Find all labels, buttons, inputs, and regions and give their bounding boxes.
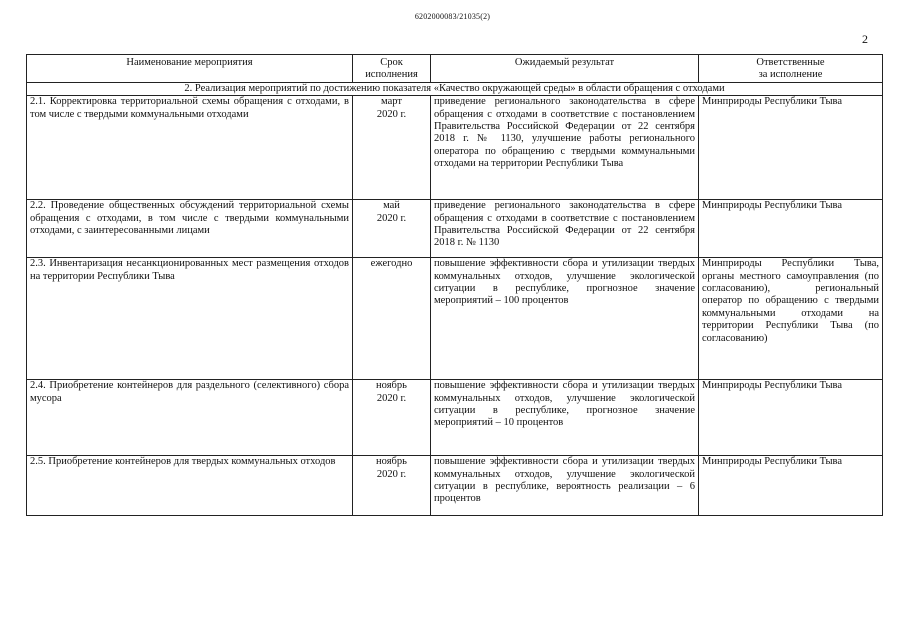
section-title: 2. Реализация мероприятий по достижению показателя «Качество окружающей среды» в области обращения с отходами xyxy=(27,82,883,95)
row-name: 2.5. Приобретение контейнеров для твердых коммунальных отходов xyxy=(27,456,353,516)
section-row xyxy=(27,82,883,95)
row-name: 2.3. Инвентаризация несанкционированных мест размещения отходов на территории Республики Тыва xyxy=(27,258,353,380)
row-result: приведение регионального законодательства в сфере обращения с отходами в соответствие с постановлением Правительства Российской Федерации от 22 сентября 2018 г. № 1130 xyxy=(431,200,699,258)
row-responsible: Минприроды Республики Тыва, органы местного самоуправления (по согласованию), региональный оператор по обращению с твердыми коммунальными отходами на территории Республики Тыва (по согласованию) xyxy=(699,258,883,380)
table-row xyxy=(27,456,883,516)
row-result: приведение регионального законодательства в сфере обращения с отходами в соответствие с постановлением Правительства Российской Федерации от 22 сентября 2018 г. № 1130, улучшение работы регионального оператора по обращению с твердыми коммунальными отходами на территории Республики Тыва xyxy=(431,96,699,200)
row-term: май 2020 г. xyxy=(353,200,431,258)
document-number: 6202000083/21035(2) xyxy=(414,12,491,21)
table-row xyxy=(27,258,883,380)
column-header-term: Срок исполнения xyxy=(353,55,431,83)
row-responsible: Минприроды Республики Тыва xyxy=(699,200,883,258)
row-result: повышение эффективности сбора и утилизации твердых коммунальных отходов, улучшение экологической ситуации в республике, прогнозное значение мероприятий – 100 процентов xyxy=(431,258,699,380)
column-header-result: Ожидаемый результат xyxy=(431,55,699,83)
table-row xyxy=(27,380,883,456)
row-responsible: Минприроды Республики Тыва xyxy=(699,456,883,516)
row-name: 2.2. Проведение общественных обсуждений территориальной схемы обращения с отходами, в том числе с твердыми коммунальными отходами, с заинтересованными лицами xyxy=(27,200,353,258)
row-name: 2.4. Приобретение контейнеров для раздельного (селективного) сбора мусора xyxy=(27,380,353,456)
row-term: ноябрь 2020 г. xyxy=(353,380,431,456)
row-name: 2.1. Корректировка территориальной схемы обращения с отходами, в том числе с твердыми коммунальными отходами xyxy=(27,96,353,200)
measures-table xyxy=(26,54,883,516)
row-term: март 2020 г. xyxy=(353,96,431,200)
row-responsible: Минприроды Республики Тыва xyxy=(699,380,883,456)
table-row xyxy=(27,96,883,200)
column-header-responsible: Ответственные за исполнение xyxy=(699,55,883,83)
row-responsible: Минприроды Республики Тыва xyxy=(699,96,883,200)
row-result: повышение эффективности сбора и утилизации твердых коммунальных отходов, улучшение экологической ситуации в республике, вероятность реализации – 6 процентов xyxy=(431,456,699,516)
row-term: ноябрь 2020 г. xyxy=(353,456,431,516)
table-header-row xyxy=(27,55,883,83)
row-result: повышение эффективности сбора и утилизации твердых коммунальных отходов, улучшение экологической ситуации в республике, прогнозное значение мероприятий – 10 процентов xyxy=(431,380,699,456)
row-term: ежегодно xyxy=(353,258,431,380)
page-number: 2 xyxy=(862,32,868,46)
column-header-name: Наименование мероприятия xyxy=(27,55,353,83)
table-row xyxy=(27,200,883,258)
